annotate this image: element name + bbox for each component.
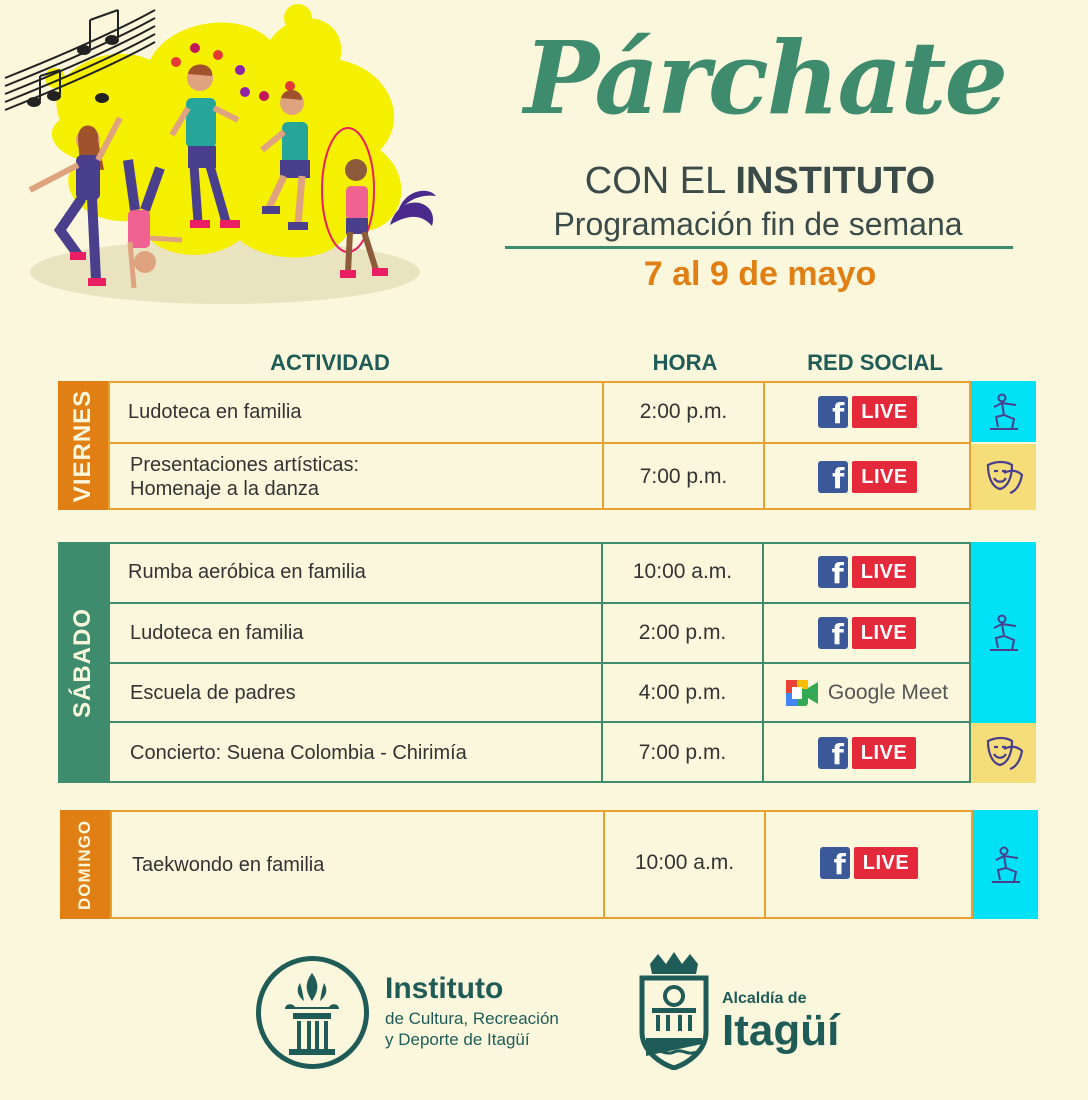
live-label: LIVE xyxy=(852,556,916,588)
hour-cell: 2:00 p.m. xyxy=(638,621,727,644)
institute-name: Instituto xyxy=(385,972,504,1005)
google-meet-icon xyxy=(786,680,818,706)
column-header-activity: ACTIVIDAD xyxy=(270,350,390,375)
activity-cell xyxy=(130,604,600,662)
day-name: DOMINGO xyxy=(75,819,95,910)
live-label: LIVE xyxy=(852,617,916,649)
activity-cell xyxy=(130,723,600,783)
municipality-name: Itagüí xyxy=(722,1006,840,1055)
page-subtitle xyxy=(500,158,1020,204)
facebook-live-badge[interactable] xyxy=(818,396,916,428)
live-label: LIVE xyxy=(852,461,916,493)
institute-text xyxy=(385,972,559,1050)
google-meet-badge[interactable] xyxy=(786,680,948,706)
day-name: SÁBADO xyxy=(69,607,97,718)
theater-masks-icon xyxy=(984,459,1024,495)
category-tile-sport xyxy=(971,381,1036,442)
network-cell xyxy=(765,444,970,510)
live-label: LIVE xyxy=(854,847,918,879)
municipality-text xyxy=(722,990,839,1054)
date-range: 7 al 9 de mayo xyxy=(643,255,877,293)
municipality-small: Alcaldía de xyxy=(722,990,807,1007)
activity-name-line1: Presentaciones artísticas: xyxy=(130,454,359,476)
facebook-icon: f xyxy=(818,461,848,493)
network-cell xyxy=(766,810,972,916)
facebook-live-badge[interactable] xyxy=(818,737,916,769)
hour-cell: 2:00 p.m. xyxy=(639,399,728,423)
live-label: LIVE xyxy=(852,737,916,769)
activity-cell xyxy=(132,810,602,919)
institute-logo-icon xyxy=(255,955,370,1070)
activity-name: Escuela de padres xyxy=(130,681,296,704)
hour-cell: 10:00 a.m. xyxy=(634,851,735,874)
subtitle-prefix: CON EL xyxy=(584,160,725,202)
column-header-hour: HORA xyxy=(652,350,718,375)
day-name: VIERNES xyxy=(69,389,96,502)
activity-cell xyxy=(130,664,600,721)
facebook-live-badge[interactable] xyxy=(818,617,916,649)
network-cell xyxy=(764,604,970,662)
google-meet-label: Google Meet xyxy=(827,680,949,704)
activity-name: Concierto: Suena Colombia - Chirimía xyxy=(130,742,467,764)
facebook-live-badge[interactable] xyxy=(820,847,918,879)
category-tile-sport xyxy=(971,542,1036,723)
exercise-icon xyxy=(988,846,1024,884)
column-header-network: RED SOCIAL xyxy=(807,350,943,375)
activity-name: Rumba aeróbica en familia xyxy=(128,561,366,583)
program-label: Programación fin de semana xyxy=(553,206,963,242)
institute-line2: y Deporte de Itagüí xyxy=(385,1030,530,1049)
hour-cell: 10:00 a.m. xyxy=(632,560,733,583)
day-label-sabado xyxy=(58,542,108,783)
facebook-icon: f xyxy=(818,737,848,769)
activity-cell xyxy=(128,542,598,602)
exercise-icon xyxy=(986,614,1022,652)
hour-cell: 7:00 p.m. xyxy=(638,741,727,764)
network-cell xyxy=(765,381,970,442)
day-label-viernes xyxy=(58,381,108,510)
activity-name: Ludoteca en familia xyxy=(128,400,302,423)
facebook-live-badge[interactable] xyxy=(818,461,916,493)
live-label: LIVE xyxy=(852,396,916,428)
activity-cell xyxy=(128,381,598,442)
exercise-icon xyxy=(986,393,1022,431)
network-cell xyxy=(764,723,970,783)
network-cell xyxy=(764,542,970,602)
hero-illustration xyxy=(0,0,470,310)
divider xyxy=(505,246,1013,249)
category-tile-sport xyxy=(973,810,1038,919)
category-tile-arts xyxy=(971,444,1036,510)
itagui-shield-icon xyxy=(636,952,712,1070)
facebook-live-badge[interactable] xyxy=(818,556,916,588)
activity-name: Taekwondo en familia xyxy=(132,853,325,876)
network-cell xyxy=(764,664,970,721)
day-label-domingo xyxy=(60,810,110,919)
category-tile-arts xyxy=(971,723,1036,783)
subtitle-strong: INSTITUTO xyxy=(735,160,936,202)
floor-shadow xyxy=(30,240,420,304)
hour-cell: 7:00 p.m. xyxy=(639,465,728,488)
activity-cell xyxy=(130,444,600,510)
facebook-icon: f xyxy=(818,396,848,428)
facebook-icon: f xyxy=(818,617,848,649)
facebook-icon: f xyxy=(820,847,850,879)
facebook-icon: f xyxy=(818,556,848,588)
activity-name-line2: Homenaje a la danza xyxy=(130,478,320,500)
page-title: Párchate xyxy=(523,19,1007,137)
hour-cell: 4:00 p.m. xyxy=(638,680,727,704)
activity-name: Ludoteca en familia xyxy=(130,622,304,644)
institute-line1: de Cultura, Recreación xyxy=(385,1009,559,1028)
theater-masks-icon xyxy=(984,735,1024,771)
